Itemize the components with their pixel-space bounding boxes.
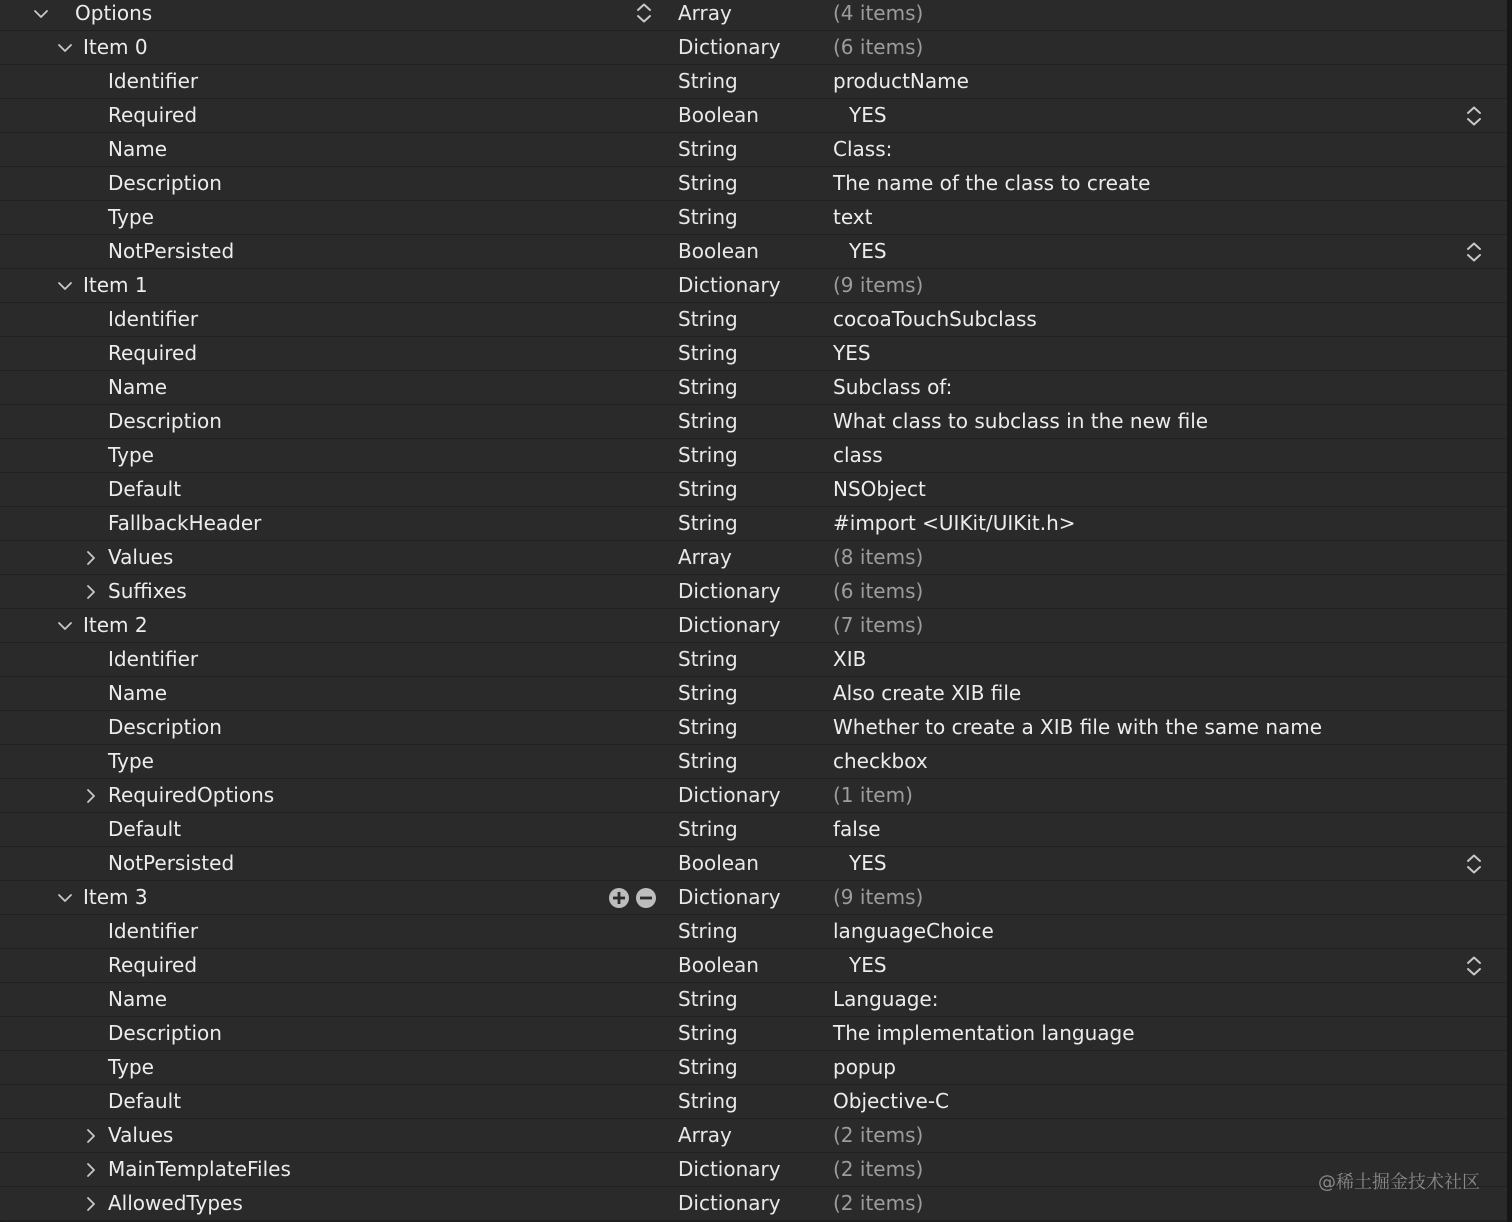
plist-row[interactable] xyxy=(0,371,1512,405)
row-value[interactable]: text xyxy=(833,205,873,229)
row-type[interactable]: String xyxy=(678,749,738,773)
plist-row[interactable] xyxy=(0,405,1512,439)
row-type[interactable]: Boolean xyxy=(678,103,759,127)
row-value[interactable]: YES xyxy=(849,103,887,127)
plist-row[interactable] xyxy=(0,1119,1512,1153)
chevron-right-icon[interactable] xyxy=(83,1128,99,1144)
row-key[interactable]: Item 0 xyxy=(83,35,148,59)
row-type[interactable]: Dictionary xyxy=(678,35,781,59)
plist-row[interactable] xyxy=(0,813,1512,847)
row-value[interactable]: productName xyxy=(833,69,969,93)
row-type[interactable]: String xyxy=(678,715,738,739)
row-value[interactable]: languageChoice xyxy=(833,919,994,943)
plist-row[interactable] xyxy=(0,507,1512,541)
row-key[interactable]: Item 3 xyxy=(83,885,148,909)
row-key[interactable]: FallbackHeader xyxy=(108,511,262,535)
chevron-right-icon[interactable] xyxy=(83,1196,99,1212)
row-key[interactable]: Default xyxy=(108,817,182,841)
row-type[interactable]: String xyxy=(678,375,738,399)
row-key[interactable]: Identifier xyxy=(108,69,199,93)
row-value: (6 items) xyxy=(833,35,924,59)
row-value: (9 items) xyxy=(833,885,924,909)
watermark: @稀土掘金技术社区 xyxy=(1318,1172,1480,1193)
plist-row[interactable] xyxy=(0,711,1512,745)
row-value[interactable]: What class to subclass in the new file xyxy=(833,409,1209,433)
row-value: (7 items) xyxy=(833,613,924,637)
row-type[interactable]: Dictionary xyxy=(678,613,781,637)
plist-row[interactable] xyxy=(0,1017,1512,1051)
chevron-down-icon[interactable] xyxy=(33,6,49,22)
row-key[interactable]: Description xyxy=(108,1021,222,1045)
row-value[interactable]: popup xyxy=(833,1055,896,1079)
plist-row[interactable] xyxy=(0,541,1512,575)
plist-row[interactable] xyxy=(0,235,1512,269)
row-type[interactable]: Dictionary xyxy=(678,579,781,603)
row-key[interactable]: Options xyxy=(75,1,153,25)
plist-row[interactable] xyxy=(0,847,1512,881)
row-type[interactable]: Boolean xyxy=(678,239,759,263)
row-value: (6 items) xyxy=(833,579,924,603)
plist-row[interactable] xyxy=(0,1051,1512,1085)
row-type[interactable]: String xyxy=(678,511,738,535)
row-type[interactable]: Boolean xyxy=(678,953,759,977)
row-type[interactable]: String xyxy=(678,1055,738,1079)
row-value[interactable]: false xyxy=(833,817,881,841)
row-value[interactable]: YES xyxy=(849,851,887,875)
row-value: (2 items) xyxy=(833,1157,924,1181)
up-down-stepper-icon[interactable] xyxy=(1464,853,1484,875)
up-down-stepper-icon[interactable] xyxy=(1464,105,1484,127)
plist-row[interactable] xyxy=(0,881,1512,915)
row-key[interactable]: Default xyxy=(108,477,182,501)
row-type[interactable]: String xyxy=(678,817,738,841)
chevron-right-icon[interactable] xyxy=(83,550,99,566)
row-key[interactable]: Type xyxy=(108,443,154,467)
row-value[interactable]: YES xyxy=(833,341,871,365)
row-key[interactable]: MainTemplateFiles xyxy=(108,1157,291,1181)
row-value: (4 items) xyxy=(833,1,924,25)
row-key[interactable]: Identifier xyxy=(108,647,199,671)
row-type[interactable]: String xyxy=(678,647,738,671)
plist-row[interactable] xyxy=(0,99,1512,133)
plist-row[interactable] xyxy=(0,1187,1512,1221)
plist-row[interactable] xyxy=(0,31,1512,65)
row-type[interactable]: String xyxy=(678,409,738,433)
row-type[interactable]: Dictionary xyxy=(678,273,781,297)
row-value[interactable]: The name of the class to create xyxy=(833,171,1151,195)
row-type[interactable]: String xyxy=(678,137,738,161)
row-type[interactable]: String xyxy=(678,307,738,331)
plist-row[interactable] xyxy=(0,473,1512,507)
row-type[interactable]: String xyxy=(678,1021,738,1045)
row-value[interactable]: #import <UIKit/UIKit.h> xyxy=(833,511,1076,535)
row-type[interactable]: Dictionary xyxy=(678,783,781,807)
scrollbar-track[interactable] xyxy=(1507,0,1512,1222)
row-type[interactable]: String xyxy=(678,69,738,93)
row-type[interactable]: String xyxy=(678,205,738,229)
row-value: (1 item) xyxy=(833,783,913,807)
row-value[interactable]: Subclass of: xyxy=(833,375,953,399)
row-key[interactable]: Required xyxy=(108,103,198,127)
up-down-stepper-icon[interactable] xyxy=(1464,955,1484,977)
row-type[interactable]: Array xyxy=(678,1,732,25)
row-type[interactable]: Dictionary xyxy=(678,1191,781,1215)
row-type[interactable]: String xyxy=(678,987,738,1011)
row-type[interactable]: String xyxy=(678,681,738,705)
plist-row[interactable] xyxy=(0,643,1512,677)
plist-row[interactable] xyxy=(0,439,1512,473)
row-value: (2 items) xyxy=(833,1123,924,1147)
row-value: (8 items) xyxy=(833,545,924,569)
minus-circle-icon[interactable] xyxy=(635,887,657,909)
row-type[interactable]: String xyxy=(678,341,738,365)
row-key[interactable]: Name xyxy=(108,137,168,161)
chevron-down-icon[interactable] xyxy=(57,618,73,634)
chevron-right-icon[interactable] xyxy=(83,1162,99,1178)
plist-row[interactable] xyxy=(0,575,1512,609)
row-type[interactable]: Dictionary xyxy=(678,885,781,909)
row-type[interactable]: Boolean xyxy=(678,851,759,875)
row-key[interactable]: Name xyxy=(108,987,168,1011)
chevron-down-icon[interactable] xyxy=(57,40,73,56)
row-value[interactable]: class xyxy=(833,443,883,467)
row-key[interactable]: Description xyxy=(108,409,222,433)
row-key[interactable]: AllowedTypes xyxy=(108,1191,243,1215)
row-value[interactable]: checkbox xyxy=(833,749,928,773)
row-key[interactable]: Values xyxy=(108,1123,174,1147)
row-value[interactable]: Objective-C xyxy=(833,1089,950,1113)
plist-row[interactable] xyxy=(0,269,1512,303)
plist-row[interactable] xyxy=(0,745,1512,779)
row-key[interactable]: Type xyxy=(108,749,154,773)
row-key[interactable]: Name xyxy=(108,375,168,399)
row-value[interactable]: Class: xyxy=(833,137,893,161)
row-value[interactable]: cocoaTouchSubclass xyxy=(833,307,1037,331)
row-key[interactable]: Required xyxy=(108,953,198,977)
row-key[interactable]: Item 2 xyxy=(83,613,148,637)
row-value[interactable]: XIB xyxy=(833,647,867,671)
plist-row[interactable] xyxy=(0,167,1512,201)
chevron-down-icon[interactable] xyxy=(57,278,73,294)
plist-row[interactable] xyxy=(0,0,1512,31)
plist-row[interactable] xyxy=(0,201,1512,235)
row-value[interactable]: The implementation language xyxy=(833,1021,1135,1045)
chevron-right-icon[interactable] xyxy=(83,788,99,804)
plus-circle-icon[interactable] xyxy=(608,887,630,909)
plist-row[interactable] xyxy=(0,65,1512,99)
row-type[interactable]: String xyxy=(678,919,738,943)
plist-row[interactable] xyxy=(0,1085,1512,1119)
row-type[interactable]: Array xyxy=(678,545,732,569)
row-type[interactable]: String xyxy=(678,171,738,195)
row-value[interactable]: Also create XIB file xyxy=(833,681,1022,705)
plist-row[interactable] xyxy=(0,337,1512,371)
row-key[interactable]: Suffixes xyxy=(108,579,187,603)
row-key[interactable]: NotPersisted xyxy=(108,239,235,263)
chevron-down-icon[interactable] xyxy=(57,890,73,906)
row-value[interactable]: Whether to create a XIB file with the same name xyxy=(833,715,1323,739)
row-type[interactable]: Array xyxy=(678,1123,732,1147)
row-type[interactable]: String xyxy=(678,1089,738,1113)
plist-row[interactable] xyxy=(0,303,1512,337)
row-value[interactable]: YES xyxy=(849,239,887,263)
row-key[interactable]: RequiredOptions xyxy=(108,783,275,807)
row-value: (2 items) xyxy=(833,1191,924,1215)
up-down-stepper-icon[interactable] xyxy=(634,2,654,24)
row-value[interactable]: YES xyxy=(849,953,887,977)
row-value[interactable]: Language: xyxy=(833,987,939,1011)
row-value: (9 items) xyxy=(833,273,924,297)
row-key[interactable]: Item 1 xyxy=(83,273,148,297)
plist-row[interactable] xyxy=(0,133,1512,167)
row-key[interactable]: NotPersisted xyxy=(108,851,235,875)
plist-row[interactable] xyxy=(0,1153,1512,1187)
plist-row[interactable] xyxy=(0,779,1512,813)
row-key[interactable]: Description xyxy=(108,715,222,739)
plist-row[interactable] xyxy=(0,609,1512,643)
row-key[interactable]: Description xyxy=(108,171,222,195)
up-down-stepper-icon[interactable] xyxy=(1464,241,1484,263)
row-key[interactable]: Identifier xyxy=(108,919,199,943)
row-value[interactable]: NSObject xyxy=(833,477,926,501)
row-key[interactable]: Required xyxy=(108,341,198,365)
row-key[interactable]: Default xyxy=(108,1089,182,1113)
row-key[interactable]: Name xyxy=(108,681,168,705)
row-type[interactable]: Dictionary xyxy=(678,1157,781,1181)
row-type[interactable]: String xyxy=(678,477,738,501)
row-type[interactable]: String xyxy=(678,443,738,467)
plist-row[interactable] xyxy=(0,677,1512,711)
row-key[interactable]: Type xyxy=(108,1055,154,1079)
plist-row[interactable] xyxy=(0,949,1512,983)
plist-row[interactable] xyxy=(0,915,1512,949)
row-key[interactable]: Type xyxy=(108,205,154,229)
row-key[interactable]: Values xyxy=(108,545,174,569)
plist-row[interactable] xyxy=(0,983,1512,1017)
chevron-right-icon[interactable] xyxy=(83,584,99,600)
row-key[interactable]: Identifier xyxy=(108,307,199,331)
